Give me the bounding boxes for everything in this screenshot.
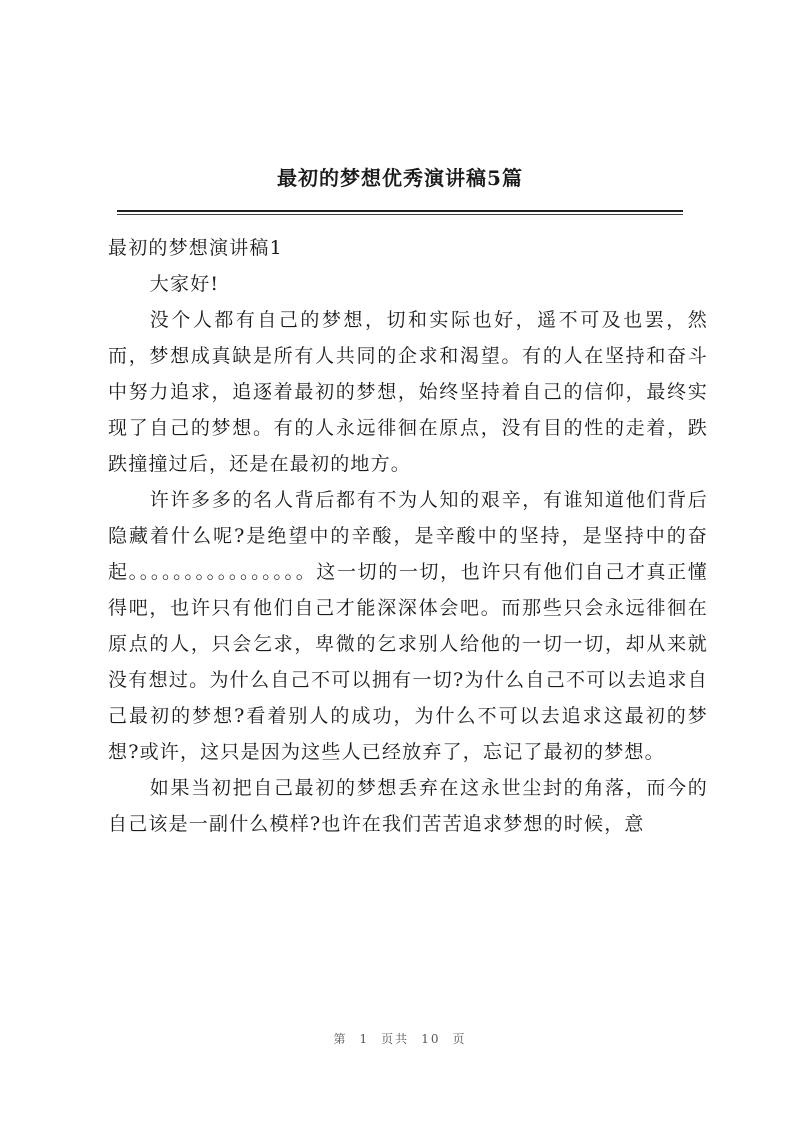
footer-current-page: 1 xyxy=(359,1032,370,1046)
footer-prefix: 第 xyxy=(333,1032,348,1046)
document-body xyxy=(108,230,708,842)
document-title: 最初的梦想优秀演讲稿5篇 xyxy=(277,166,523,190)
body-paragraph: 如果当初把自己最初的梦想丢弃在这永世尘封的角落，而今的自己该是一副什么模样?也许在我们苦苦追求梦想的时候，意 xyxy=(108,777,708,835)
section-heading: 最初的梦想演讲稿1 xyxy=(108,237,283,259)
page-footer xyxy=(0,1030,800,1047)
greeting-line: 大家好! xyxy=(149,273,220,295)
footer-total-pages: 10 xyxy=(421,1032,441,1046)
body-paragraph: 许许多多的名人背后都有不为人知的艰辛，有谁知道他们背后隐藏着什么呢?是绝望中的辛酸，是辛酸中的坚持，是坚持中的奋起。。。。。。。。。。。。。。。。这一切的一切，也许只有他们自己才真正懂得吧，也许只有他们自己才能深深体会吧。而那些只会永远徘徊在原点的人，只会乞求，卑微的乞求别人给他的一切一切，却从来就没有想过。为什么自己不可以拥有一切?为什么自己不可以去追求自己最初的梦想?看着别人的成功，为什么不可以去追求这最初的梦想?或许，这只是因为这些人已经放弃了，忘记了最初的梦想。 xyxy=(108,489,708,763)
footer-suffix: 页 xyxy=(452,1032,467,1046)
title-divider-thick xyxy=(117,210,683,212)
body-paragraph: 没个人都有自己的梦想，切和实际也好，遥不可及也罢，然而，梦想成真缺是所有人共同的企求和渴望。有的人在坚持和奋斗中努力追求，追逐着最初的梦想，始终坚持着自己的信仰，最终实现了自己的梦想。有的人永远徘徊在原点，没有目的性的走着，跌跌撞撞过后，还是在最初的地方。 xyxy=(108,309,708,475)
title-divider-thin xyxy=(117,214,683,215)
footer-middle: 页共 xyxy=(381,1032,410,1046)
